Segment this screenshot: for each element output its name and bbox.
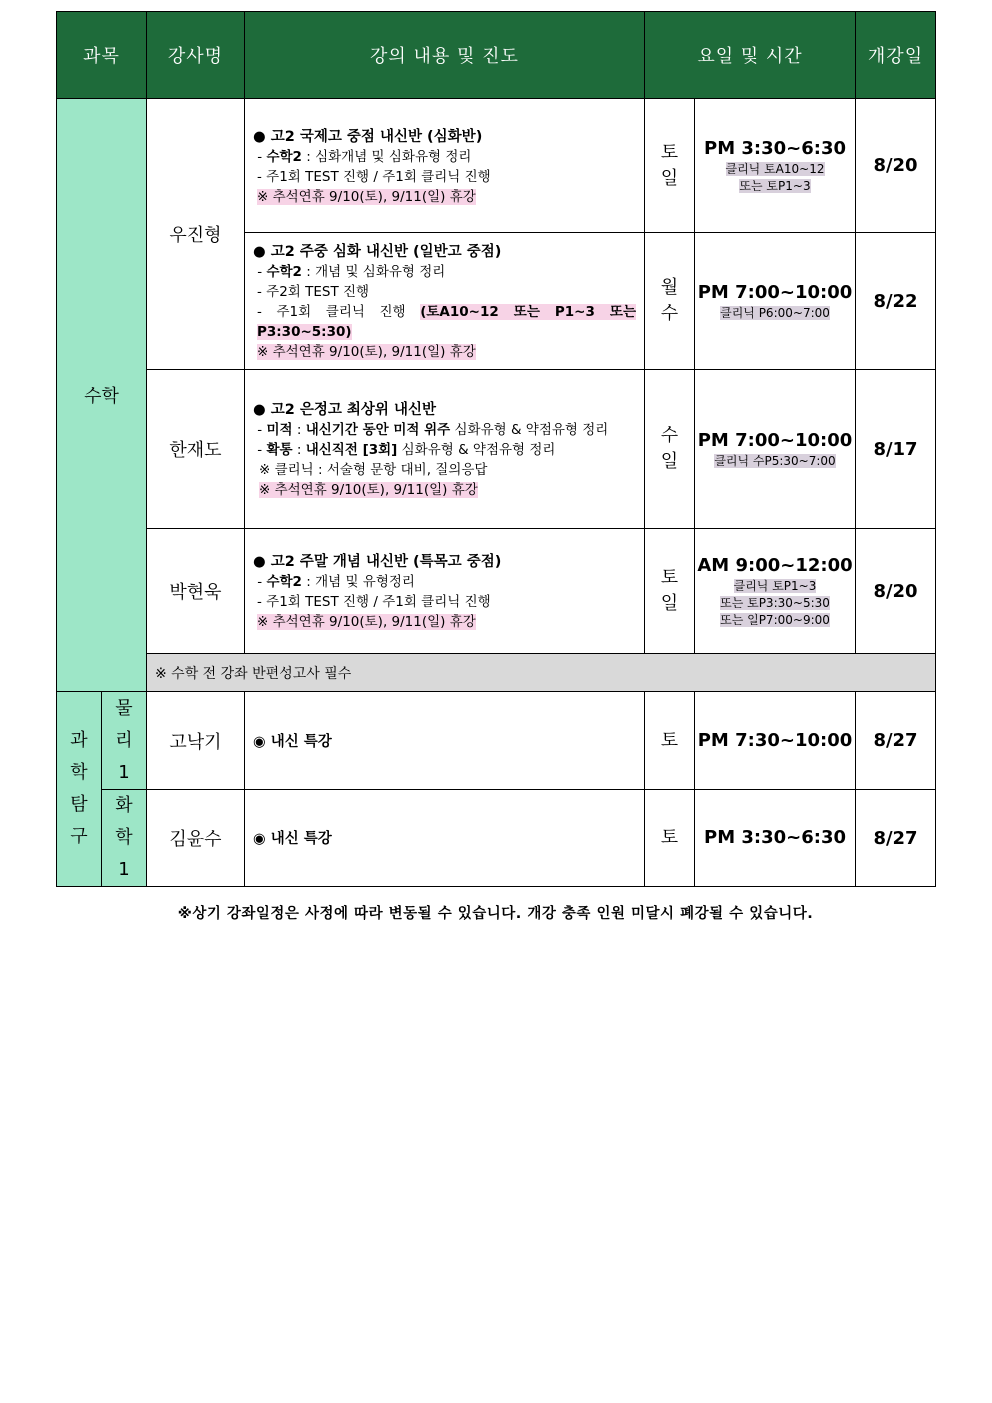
course-line: - 수학2 : 개념 및 심화유형 정리: [253, 264, 446, 280]
start-date: 8/27: [856, 692, 936, 790]
table-row: [57, 790, 936, 887]
course-notice: ※ 추석연휴 9/10(토), 9/11(일) 휴강: [257, 188, 476, 205]
table-row: [57, 99, 936, 233]
course-days: 토 일: [645, 99, 695, 233]
course-line: - 수학2 : 개념 및 유형정리: [253, 574, 415, 590]
table-row: [57, 529, 936, 654]
course-time: PM 7:00~10:00 클리닉 P6:00~7:00: [695, 233, 856, 370]
subject-physics: 물 리 1: [102, 692, 147, 790]
course-time: PM 3:30~6:30: [695, 790, 856, 887]
table-row: [57, 692, 936, 790]
teacher-name: 고낙기: [147, 692, 245, 790]
course-title: ● 고2 주말 개념 내신반 (특목고 중점): [253, 554, 502, 570]
course-content: [245, 99, 645, 233]
course-title: ● 고2 국제고 중점 내신반 (심화반): [253, 128, 483, 145]
course-title: ● 고2 주중 심화 내신반 (일반고 중점): [253, 244, 502, 260]
course-time: PM 7:00~10:00 클리닉 수P5:30~7:00: [695, 370, 856, 529]
course-line: - 주1회 TEST 진행 / 주1회 클리닉 진행: [257, 594, 491, 610]
course-line: - 확통 : 내신직전 [3회] 심화유형 & 약점유형 정리: [253, 442, 556, 458]
start-date: 8/27: [856, 790, 936, 887]
course-line: ※ 클리닉 : 서술형 문항 대비, 질의응답: [259, 462, 488, 478]
course-content: ◉ 내신 특강: [245, 692, 645, 790]
course-days: 토: [645, 790, 695, 887]
course-days: 월 수: [645, 233, 695, 370]
start-date: 8/20: [856, 529, 936, 654]
teacher-name: 박현욱: [147, 529, 245, 654]
course-time: PM 7:30~10:00: [695, 692, 856, 790]
course-line: - 주1회 클리닉 진행 (토A10~12 또는 P1~3 또는 P3:30~5:30): [257, 304, 636, 340]
start-date: 8/17: [856, 370, 936, 529]
header-content: 강의 내용 및 진도: [245, 12, 645, 99]
teacher-name: 한재도: [147, 370, 245, 529]
course-line: - 수학2 : 심화개념 및 심화유형 정리: [253, 148, 472, 165]
footer-notice: ※상기 강좌일정은 사정에 따라 변동될 수 있습니다. 개강 충족 인원 미달시 폐강될 수 있습니다.: [177, 906, 814, 922]
course-time: PM 3:30~6:30 클리닉 토A10~12 또는 토P1~3: [695, 99, 856, 233]
header-subject: 과목: [57, 12, 147, 99]
course-line: - 주2회 TEST 진행: [257, 284, 370, 300]
subject-chemistry: 화 학 1: [102, 790, 147, 887]
teacher-name: 우진형: [147, 99, 245, 370]
subject-science: 과 학 탐 구: [57, 692, 102, 887]
course-days: 토 일: [645, 529, 695, 654]
header-teacher: 강사명: [147, 12, 245, 99]
course-content: [245, 370, 645, 529]
course-line: - 주1회 TEST 진행 / 주1회 클리닉 진행: [257, 168, 491, 185]
subject-math: 수학: [57, 99, 147, 692]
course-line: - 미적 : 내신기간 동안 미적 위주 심화유형 & 약점유형 정리: [253, 422, 609, 438]
course-notice: ※ 추석연휴 9/10(토), 9/11(일) 휴강: [257, 344, 476, 360]
course-content: [245, 529, 645, 654]
header-schedule: 요일 및 시간: [645, 12, 856, 99]
table-row: [57, 370, 936, 529]
course-content: [245, 233, 645, 370]
course-title: ● 고2 은정고 최상위 내신반: [253, 402, 437, 418]
schedule-table: [56, 11, 936, 887]
header-start-date: 개강일: [856, 12, 936, 99]
math-note: ※ 수학 전 강좌 반편성고사 필수: [147, 654, 936, 692]
start-date: 8/20: [856, 99, 936, 233]
start-date: 8/22: [856, 233, 936, 370]
teacher-name: 김윤수: [147, 790, 245, 887]
course-notice: ※ 추석연휴 9/10(토), 9/11(일) 휴강: [257, 614, 476, 630]
course-content: ◉ 내신 특강: [245, 790, 645, 887]
course-time: AM 9:00~12:00 클리닉 토P1~3 또는 토P3:30~5:30 또는 일P7:00~9:00: [695, 529, 856, 654]
course-notice: ※ 추석연휴 9/10(토), 9/11(일) 휴강: [259, 482, 478, 498]
table-header-row: [57, 12, 936, 99]
course-days: 수 일: [645, 370, 695, 529]
course-days: 토: [645, 692, 695, 790]
math-note-row: [57, 654, 936, 692]
